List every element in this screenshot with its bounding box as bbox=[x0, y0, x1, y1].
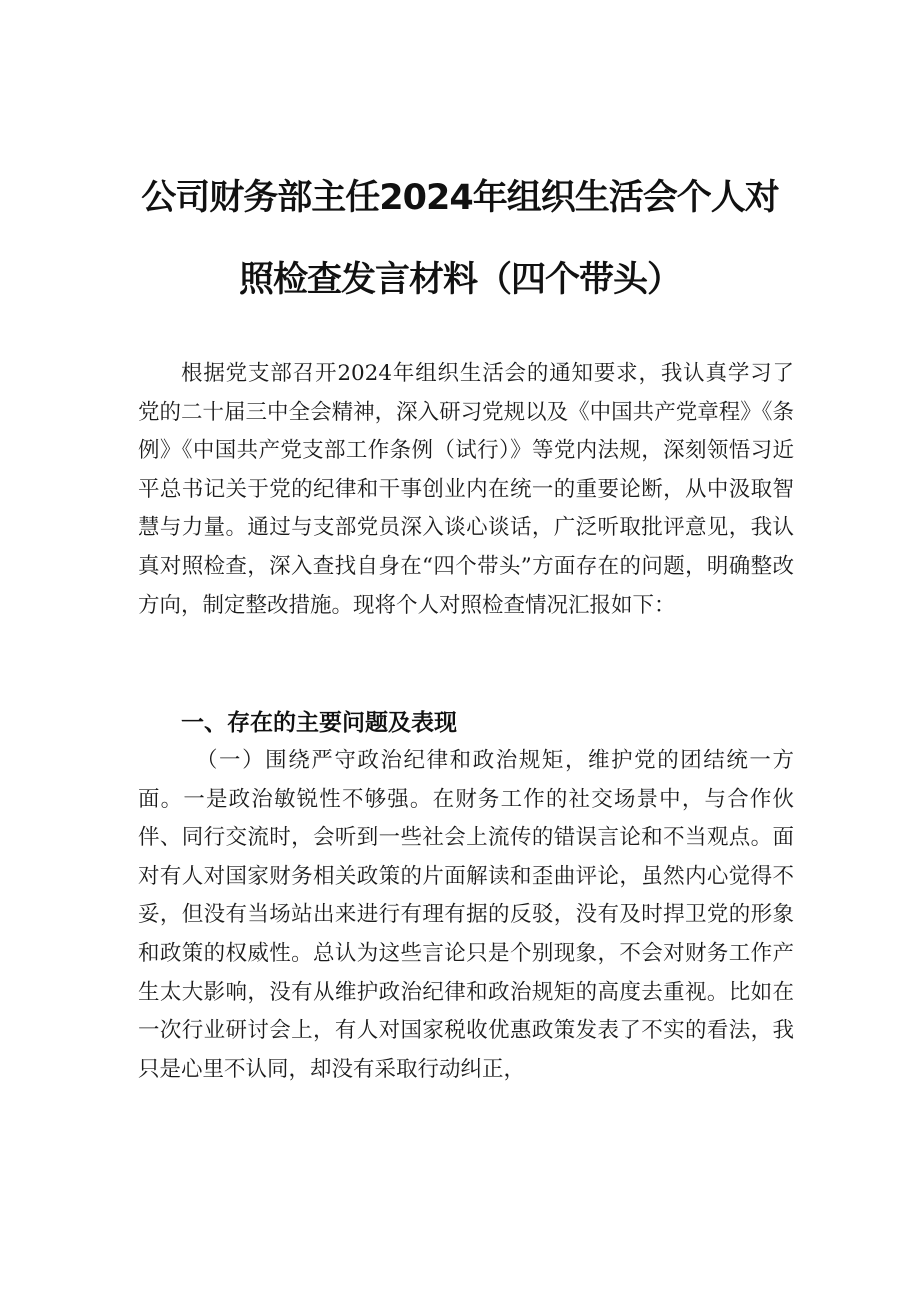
section-paragraph: （一）围绕严守政治纪律和政治规矩，维护党的团结统一方面。一是政治敏锐性不够强。在财务工作的社交场景中，与合作伙伴、同行交流时，会听到一些社会上流传的错误言论和不当观点。面对有人对国家财务相关政策的片面解读和歪曲评论，虽然内心觉得不妥，但没有当场站出来进行有理有据的反驳，没有及时捍卫党的形象和政策的权威性。总认为这些言论只是个别现象，不会对财务工作产生太大影响，没有从维护政治纪律和政治规矩的高度去重视。比如在一次行业研讨会上，有人对国家税收优惠政策发表了不实的看法，我只是心里不认同，却没有采取行动纠正， bbox=[138, 748, 794, 1082]
intro-paragraph: 根据党支部召开2024年组织生活会的通知要求，我认真学习了党的二十届三中全会精神，深入研习党规以及《中国共产党章程》《条例》《中国共产党支部工作条例（试行）》等党内法规，深刻领悟习近平总书记关于党的纪律和干事创业内在统一的重要论断，从中汲取智慧与力量。通过与支部党员深入谈心谈话，广泛听取批评意见，我认真对照检查，深入查找自身在“四个带头”方面存在的问题，明确整改方向，制定整改措施。现将个人对照检查情况汇报如下： bbox=[138, 361, 794, 618]
section-heading: 一、存在的主要问题及表现 bbox=[181, 710, 457, 736]
document-title-line-1: 公司财务部主任2024年组织生活会个人对 bbox=[141, 178, 779, 218]
document-title-line-2: 照检查发言材料（四个带头） bbox=[238, 260, 681, 300]
